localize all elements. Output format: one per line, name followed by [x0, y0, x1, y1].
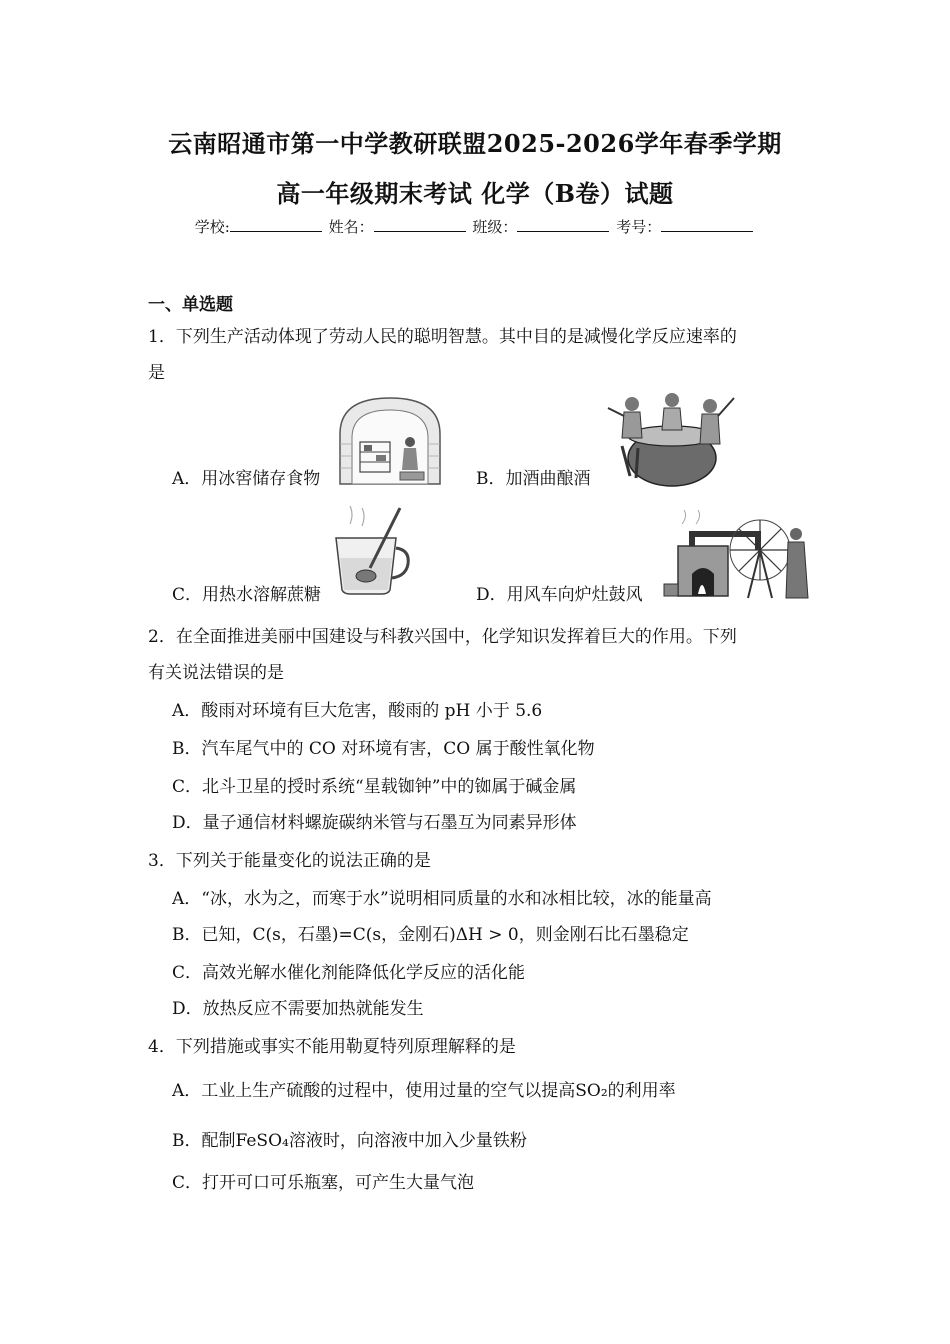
question-3-option-c: C．高效光解水催化剂能降低化学反应的活化能 — [172, 963, 526, 983]
question-1-option-a: A．用冰窖储存食物 — [172, 469, 321, 489]
icehouse-storage-illustration — [334, 394, 446, 486]
class-field-blank[interactable] — [517, 217, 609, 232]
question-1-option-b: B．加酒曲酿酒 — [476, 469, 591, 489]
exam-title-line1: 云南昭通市第一中学教研联盟2025-2026学年春季学期 — [168, 129, 782, 158]
school-field-blank[interactable] — [230, 217, 322, 232]
class-field-label: 班级： — [472, 218, 518, 236]
exam-number-field-blank[interactable] — [661, 217, 753, 232]
question-2-option-d: D．量子通信材料螺旋碳纳米管与石墨互为同素异形体 — [172, 813, 577, 833]
question-2-stem-cont: 有关说法错误的是 — [148, 663, 284, 683]
question-2-option-c: C．北斗卫星的授时系统“星载铷钟”中的铷属于碱金属 — [172, 777, 577, 797]
question-2-option-b: B．汽车尾气中的 CO 对环境有害，CO 属于酸性氧化物 — [172, 739, 595, 759]
exam-title-line2: 高一年级期末考试 化学（B卷）试题 — [276, 179, 674, 208]
section-heading: 一、单选题 — [148, 295, 233, 315]
question-2-stem: 2．在全面推进美丽中国建设与科教兴国中，化学知识发挥着巨大的作用。下列 — [148, 627, 737, 647]
question-4-option-b: B．配制FeSO₄溶液时，向溶液中加入少量铁粉 — [172, 1131, 527, 1151]
name-field-label: 姓名： — [328, 218, 374, 236]
question-4-stem: 4．下列措施或事实不能用勒夏特列原理解释的是 — [148, 1037, 516, 1057]
question-3-option-d: D．放热反应不需要加热就能发生 — [172, 999, 424, 1019]
question-4-option-c: C．打开可口可乐瓶塞，可产生大量气泡 — [172, 1173, 475, 1193]
windmill-stove-illustration — [662, 510, 812, 600]
question-1-option-c: C．用热水溶解蔗糖 — [172, 585, 322, 605]
school-field-label: 学校: — [194, 218, 230, 236]
question-4-option-a: A．工业上生产硫酸的过程中，使用过量的空气以提高SO₂的利用率 — [172, 1081, 676, 1101]
question-3-stem: 3．下列关于能量变化的说法正确的是 — [148, 851, 431, 871]
hot-water-cup-illustration — [330, 504, 412, 596]
question-2-option-a: A．酸雨对环境有巨大危害，酸雨的 pH 小于 5.6 — [172, 701, 543, 721]
exam-number-field-label: 考号： — [616, 218, 662, 236]
question-1-option-d: D．用风车向炉灶鼓风 — [476, 585, 643, 605]
question-3-option-b: B．已知，C(s，石墨)=C(s，金刚石)ΔH > 0，则金刚石比石墨稳定 — [172, 925, 689, 945]
brewing-wine-illustration — [602, 386, 738, 490]
student-info-fields — [0, 216, 950, 237]
question-1-stem-cont: 是 — [148, 363, 165, 383]
question-1-stem: 1．下列生产活动体现了劳动人民的聪明智慧。其中目的是减慢化学反应速率的 — [148, 327, 737, 347]
question-3-option-a: A．“冰，水为之，而寒于水”说明相同质量的水和冰相比较，冰的能量高 — [172, 889, 712, 909]
name-field-blank[interactable] — [374, 217, 466, 232]
